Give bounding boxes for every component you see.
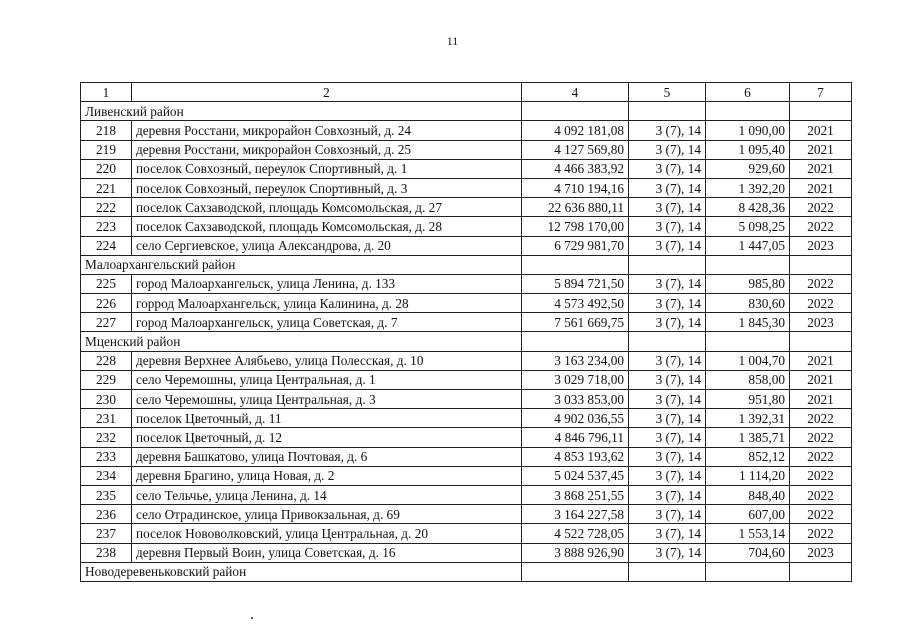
row-number-cell: 236 (81, 505, 132, 524)
area-cell: 1 845,30 (706, 313, 790, 332)
header-cell-1: 1 (81, 83, 132, 102)
empty-cell (706, 562, 790, 581)
area-cell: 607,00 (706, 505, 790, 524)
area-cell: 1 392,20 (706, 178, 790, 197)
year-cell: 2022 (790, 198, 852, 217)
year-cell: 2022 (790, 466, 852, 485)
header-cell-4: 4 (522, 83, 629, 102)
row-number-cell: 219 (81, 140, 132, 159)
district-name: Ливенский район (81, 102, 522, 121)
address-cell: село Отрадинское, улица Привокзальная, д. 69 (132, 505, 522, 524)
table-row (81, 217, 852, 236)
table-header-row (81, 83, 852, 102)
area-cell: 1 392,31 (706, 409, 790, 428)
area-cell: 1 114,20 (706, 466, 790, 485)
empty-cell (629, 102, 706, 121)
cost-cell: 3 033 853,00 (522, 390, 629, 409)
cost-cell: 6 729 981,70 (522, 236, 629, 255)
empty-cell (629, 255, 706, 274)
empty-cell (790, 255, 852, 274)
area-cell: 1 095,40 (706, 140, 790, 159)
area-cell: 830,60 (706, 294, 790, 313)
table-row (81, 485, 852, 504)
term-cell: 3 (7), 14 (629, 447, 706, 466)
year-cell: 2023 (790, 236, 852, 255)
address-cell: деревня Росстани, микрорайон Совхозный, д. 24 (132, 121, 522, 140)
table-row (81, 428, 852, 447)
district-row (81, 332, 852, 351)
area-cell: 1 447,05 (706, 236, 790, 255)
table-row (81, 524, 852, 543)
address-cell: деревня Башкатово, улица Почтовая, д. 6 (132, 447, 522, 466)
area-cell: 929,60 (706, 159, 790, 178)
area-cell: 985,80 (706, 274, 790, 293)
address-cell: поселок Совхозный, переулок Спортивный, д. 3 (132, 178, 522, 197)
address-cell: деревня Первый Воин, улица Советская, д. 16 (132, 543, 522, 562)
cost-cell: 5 894 721,50 (522, 274, 629, 293)
row-number-cell: 227 (81, 313, 132, 332)
year-cell: 2021 (790, 121, 852, 140)
district-name: Новодеревеньковский район (81, 562, 522, 581)
term-cell: 3 (7), 14 (629, 274, 706, 293)
scan-speck (251, 617, 253, 619)
year-cell: 2023 (790, 313, 852, 332)
year-cell: 2021 (790, 370, 852, 389)
address-cell: город Малоархангельск, улица Ленина, д. 133 (132, 274, 522, 293)
cost-cell: 4 092 181,08 (522, 121, 629, 140)
empty-cell (706, 255, 790, 274)
term-cell: 3 (7), 14 (629, 505, 706, 524)
year-cell: 2022 (790, 409, 852, 428)
area-cell: 1 004,70 (706, 351, 790, 370)
address-cell: город Малоархангельск, улица Советская, д. 7 (132, 313, 522, 332)
area-cell: 8 428,36 (706, 198, 790, 217)
year-cell: 2022 (790, 485, 852, 504)
address-cell: село Черемошны, улица Центральная, д. 3 (132, 390, 522, 409)
row-number-cell: 233 (81, 447, 132, 466)
row-number-cell: 224 (81, 236, 132, 255)
row-number-cell: 232 (81, 428, 132, 447)
district-name: Мценский район (81, 332, 522, 351)
row-number-cell: 226 (81, 294, 132, 313)
cost-cell: 3 029 718,00 (522, 370, 629, 389)
empty-cell (522, 102, 629, 121)
header-cell-5: 5 (629, 83, 706, 102)
term-cell: 3 (7), 14 (629, 198, 706, 217)
empty-cell (790, 102, 852, 121)
term-cell: 3 (7), 14 (629, 351, 706, 370)
address-cell: поселок Цветочный, д. 11 (132, 409, 522, 428)
year-cell: 2021 (790, 178, 852, 197)
table-row (81, 466, 852, 485)
empty-cell (629, 332, 706, 351)
table-row (81, 505, 852, 524)
address-cell: деревня Верхнее Алябьево, улица Полесская, д. 10 (132, 351, 522, 370)
table-row (81, 178, 852, 197)
table-row (81, 294, 852, 313)
cost-cell: 3 163 234,00 (522, 351, 629, 370)
address-cell: деревня Росстани, микрорайон Совхозный, д. 25 (132, 140, 522, 159)
empty-cell (790, 562, 852, 581)
area-cell: 848,40 (706, 485, 790, 504)
empty-cell (522, 255, 629, 274)
table-row (81, 236, 852, 255)
area-cell: 704,60 (706, 543, 790, 562)
table-row (81, 390, 852, 409)
area-cell: 1 090,00 (706, 121, 790, 140)
district-name: Малоархангельский район (81, 255, 522, 274)
address-cell: село Черемошны, улица Центральная, д. 1 (132, 370, 522, 389)
year-cell: 2021 (790, 140, 852, 159)
area-cell: 5 098,25 (706, 217, 790, 236)
row-number-cell: 218 (81, 121, 132, 140)
header-cell-2: 2 (132, 83, 522, 102)
table-row (81, 274, 852, 293)
table-body (81, 83, 852, 582)
table-row (81, 543, 852, 562)
address-cell: поселок Цветочный, д. 12 (132, 428, 522, 447)
empty-cell (706, 102, 790, 121)
address-cell: деревня Брагино, улица Новая, д. 2 (132, 466, 522, 485)
cost-cell: 4 466 383,92 (522, 159, 629, 178)
term-cell: 3 (7), 14 (629, 236, 706, 255)
year-cell: 2021 (790, 159, 852, 178)
term-cell: 3 (7), 14 (629, 390, 706, 409)
year-cell: 2023 (790, 543, 852, 562)
year-cell: 2021 (790, 390, 852, 409)
year-cell: 2022 (790, 294, 852, 313)
row-number-cell: 220 (81, 159, 132, 178)
row-number-cell: 229 (81, 370, 132, 389)
row-number-cell: 230 (81, 390, 132, 409)
term-cell: 3 (7), 14 (629, 121, 706, 140)
row-number-cell: 237 (81, 524, 132, 543)
term-cell: 3 (7), 14 (629, 140, 706, 159)
year-cell: 2022 (790, 428, 852, 447)
term-cell: 3 (7), 14 (629, 159, 706, 178)
address-cell: горрод Малоархангельск, улица Калинина, д. 28 (132, 294, 522, 313)
table-row (81, 121, 852, 140)
area-cell: 1 385,71 (706, 428, 790, 447)
address-cell: поселок Сахзаводской, площадь Комсомольская, д. 27 (132, 198, 522, 217)
page-number: 11 (446, 34, 459, 48)
cost-cell: 3 164 227,58 (522, 505, 629, 524)
district-row (81, 562, 852, 581)
address-cell: поселок Нововолковский, улица Центральная, д. 20 (132, 524, 522, 543)
cost-cell: 5 024 537,45 (522, 466, 629, 485)
empty-cell (522, 332, 629, 351)
address-cell: поселок Совхозный, переулок Спортивный, д. 1 (132, 159, 522, 178)
row-number-cell: 235 (81, 485, 132, 504)
term-cell: 3 (7), 14 (629, 485, 706, 504)
empty-cell (706, 332, 790, 351)
cost-cell: 3 888 926,90 (522, 543, 629, 562)
header-cell-7: 7 (790, 83, 852, 102)
row-number-cell: 234 (81, 466, 132, 485)
year-cell: 2022 (790, 217, 852, 236)
term-cell: 3 (7), 14 (629, 409, 706, 428)
year-cell: 2022 (790, 524, 852, 543)
address-cell: поселок Сахзаводской, площадь Комсомольская, д. 28 (132, 217, 522, 236)
table-row (81, 351, 852, 370)
district-row (81, 102, 852, 121)
term-cell: 3 (7), 14 (629, 313, 706, 332)
header-cell-6: 6 (706, 83, 790, 102)
term-cell: 3 (7), 14 (629, 217, 706, 236)
term-cell: 3 (7), 14 (629, 294, 706, 313)
district-row (81, 255, 852, 274)
table-row (81, 447, 852, 466)
cost-cell: 4 522 728,05 (522, 524, 629, 543)
address-cell: село Тельчье, улица Ленина, д. 14 (132, 485, 522, 504)
cost-cell: 3 868 251,55 (522, 485, 629, 504)
row-number-cell: 222 (81, 198, 132, 217)
empty-cell (790, 332, 852, 351)
table-row (81, 409, 852, 428)
row-number-cell: 231 (81, 409, 132, 428)
table-row (81, 140, 852, 159)
cost-cell: 4 710 194,16 (522, 178, 629, 197)
cost-cell: 22 636 880,11 (522, 198, 629, 217)
row-number-cell: 223 (81, 217, 132, 236)
term-cell: 3 (7), 14 (629, 524, 706, 543)
cost-cell: 12 798 170,00 (522, 217, 629, 236)
area-cell: 852,12 (706, 447, 790, 466)
year-cell: 2022 (790, 505, 852, 524)
area-cell: 951,80 (706, 390, 790, 409)
cost-cell: 4 853 193,62 (522, 447, 629, 466)
empty-cell (629, 562, 706, 581)
term-cell: 3 (7), 14 (629, 428, 706, 447)
term-cell: 3 (7), 14 (629, 466, 706, 485)
area-cell: 1 553,14 (706, 524, 790, 543)
table-row (81, 198, 852, 217)
cost-cell: 4 573 492,50 (522, 294, 629, 313)
term-cell: 3 (7), 14 (629, 178, 706, 197)
table-row (81, 313, 852, 332)
cost-cell: 7 561 669,75 (522, 313, 629, 332)
area-cell: 858,00 (706, 370, 790, 389)
table-row (81, 159, 852, 178)
cost-cell: 4 902 036,55 (522, 409, 629, 428)
row-number-cell: 238 (81, 543, 132, 562)
housing-register-table (80, 82, 852, 582)
table-row (81, 370, 852, 389)
term-cell: 3 (7), 14 (629, 543, 706, 562)
cost-cell: 4 846 796,11 (522, 428, 629, 447)
year-cell: 2022 (790, 274, 852, 293)
row-number-cell: 225 (81, 274, 132, 293)
row-number-cell: 221 (81, 178, 132, 197)
cost-cell: 4 127 569,80 (522, 140, 629, 159)
empty-cell (522, 562, 629, 581)
address-cell: село Сергиевское, улица Александрова, д. 20 (132, 236, 522, 255)
row-number-cell: 228 (81, 351, 132, 370)
year-cell: 2021 (790, 351, 852, 370)
year-cell: 2022 (790, 447, 852, 466)
term-cell: 3 (7), 14 (629, 370, 706, 389)
